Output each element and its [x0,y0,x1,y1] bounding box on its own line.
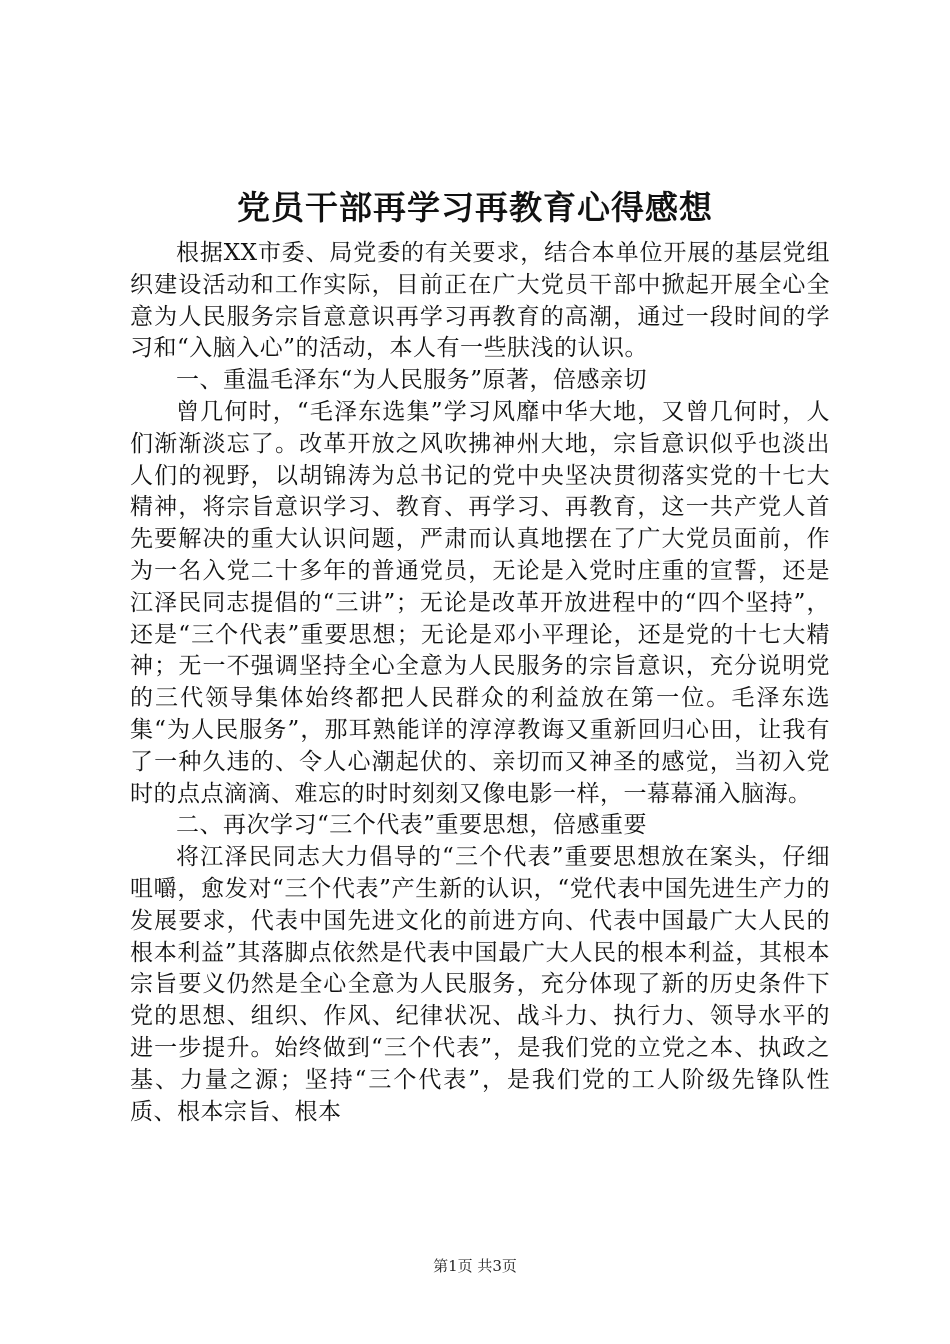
page-number-footer: 第1页 共3页 [433,1257,517,1275]
document-body [130,238,830,1128]
document-title: 党员干部再学习再教育心得感想 [237,188,713,227]
section-2-paragraph: 将江泽民同志大力倡导的“三个代表”重要思想放在案头，仔细咀嚼，愈发对“三个代表”产生新的认识，“党代表中国先进生产力的发展要求，代表中国先进文化的前进方向、代表中国最广大人民的根本利益”其落脚点依然是代表中国最广大人民的根本利益，其根本宗旨要义仍然是全心全意为人民服务，充分体现了新的历史条件下党的思想、组织、作风、纪律状况、战斗力、执行力、领导水平的进一步提升。始终做到“三个代表”，是我们党的立党之本、执政之基、力量之源；坚持“三个代表”，是我们党的工人阶级先锋队性质、根本宗旨、根本 [130,844,830,1125]
section-heading-2: 二、再次学习“三个代表”重要思想，倍感重要 [176,812,648,839]
section-1-paragraph: 曾几何时，“毛泽东选集”学习风靡中华大地，又曾几何时，人们渐渐淡忘了。改革开放之风吹拂神州大地，宗旨意识似乎也淡出人们的视野，以胡锦涛为总书记的党中央坚决贯彻落实党的十七大精神，将宗旨意识学习、教育、再学习、再教育，这一共产党人首先要解决的重大认识问题，严肃而认真地摆在了广大党员面前，作为一名入党二十多年的普通党员，无论是入党时庄重的宣誓，还是江泽民同志提倡的“三讲”；无论是改革开放进程中的“四个坚持”，还是“三个代表”重要思想；无论是邓小平理论，还是党的十七大精神；无一不强调坚持全心全意为人民服务的宗旨意识，充分说明党的三代领导集体始终都把人民群众的利益放在第一位。毛泽东选集“为人民服务”，那耳熟能详的淳淳教诲又重新回归心田，让我有了一种久违的、令人心潮起伏的、亲切而又神圣的感觉，当初入党时的点点滴滴、难忘的时时刻刻又像电影一样，一幕幕涌入脑海。 [130,398,830,807]
section-heading-1: 一、重温毛泽东“为人民服务”原著，倍感亲切 [176,367,648,394]
intro-paragraph: 根据XX市委、局党委的有关要求，结合本单位开展的基层党组织建设活动和工作实际，目前正在广大党员干部中掀起开展全心全意为人民服务宗旨意意识再学习再教育的高潮，通过一段时间的学习和“入脑入心”的活动，本人有一些肤浅的认识。 [130,240,830,362]
